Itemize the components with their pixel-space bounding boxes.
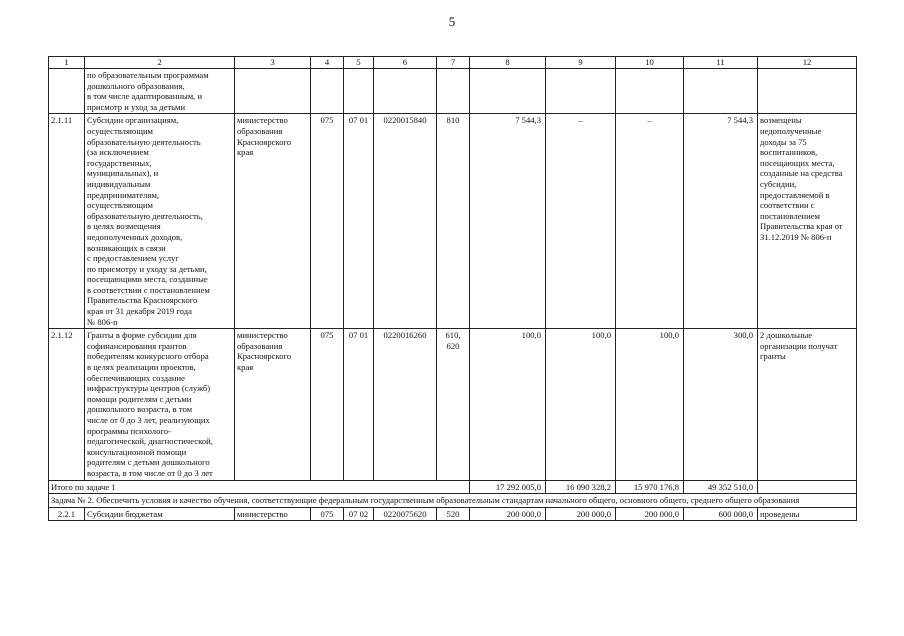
csr-cell: 0220016260	[374, 329, 437, 480]
rzpr-cell: 07 01	[344, 114, 374, 329]
column-number-header-row	[49, 57, 857, 69]
expected-result: 2 дошкольные организации получат гранты	[758, 329, 857, 480]
item-name: по образовательным программам дошкольного образования, в том числе адаптированным, и присмотр и уход за детьми	[85, 69, 235, 114]
col-number: 3	[235, 57, 311, 69]
total-value: 600 000,0	[684, 507, 758, 521]
item-number: 2.1.11	[49, 114, 85, 329]
grbs-cell: 075	[311, 507, 344, 521]
page-number: 5	[448, 14, 456, 29]
vr-cell: 610, 620	[437, 329, 470, 480]
table-row	[49, 69, 857, 114]
rzpr-cell: 07 02	[344, 507, 374, 521]
budget-table	[48, 56, 857, 521]
col-number: 5	[344, 57, 374, 69]
year2-value: –	[546, 114, 616, 329]
grbs-cell: 075	[311, 114, 344, 329]
year2-total: 16 090 328,2	[546, 480, 616, 494]
col-number: 1	[49, 57, 85, 69]
rzpr-cell: 07 01	[344, 329, 374, 480]
col-number: 2	[85, 57, 235, 69]
task-heading-row	[49, 494, 857, 508]
item-number: 2.1.12	[49, 329, 85, 480]
col-number: 7	[437, 57, 470, 69]
col-number: 11	[684, 57, 758, 69]
year2-value: 200 000,0	[546, 507, 616, 521]
year3-total: 15 970 176,8	[616, 480, 684, 494]
task-2-heading: Задача № 2. Обеспечить условия и качество обучения, соответствующие федеральным государственным образовательным стандартам начального общего, основного общего, среднего общего образования	[49, 494, 857, 508]
col-number: 10	[616, 57, 684, 69]
total-value: 300,0	[684, 329, 758, 480]
year3-value: –	[616, 114, 684, 329]
expected-result: проведены	[758, 507, 857, 521]
task-total-row	[49, 480, 857, 494]
item-name: Субсидии организациям, осуществляющим образовательную деятельность (за исключением государственных, муниципальных), и индивидуальным предпринимателям, осуществляющим образовательную деятельность, в целях возмещения недополученных доходов, возникающих в связи с предоставлением услуг по присмотру и уходу за детьми, посещающими места, созданные в соответствии с постановлением Правительства Красноярского края от 31 декабря 2019 года № 806-п	[85, 114, 235, 329]
year1-value: 7 544,3	[470, 114, 546, 329]
csr-cell: 0220015840	[374, 114, 437, 329]
year1-value: 200 000,0	[470, 507, 546, 521]
col-number: 9	[546, 57, 616, 69]
item-name: Гранты в форме субсидии для софинансирования грантов победителям конкурсного отбора в целях реализации проектов, обеспечивающих создание инфраструктуры центров (служб) помощи родителям с детьми дошкольного возраста, в том числе от 0 до 3 лет, реализующих программы психолого- педагогической, диагностической, консультационной помощи родителям с детьми дошкольного возраста, в том числе от 0 до 3 лет	[85, 329, 235, 480]
col-number: 6	[374, 57, 437, 69]
total-value: 7 544,3	[684, 114, 758, 329]
vr-cell: 520	[437, 507, 470, 521]
item-name: Субсидии бюджетам	[85, 507, 235, 521]
year3-value: 100,0	[616, 329, 684, 480]
ministry-cell: министерство образования Красноярского края	[235, 329, 311, 480]
col-number: 4	[311, 57, 344, 69]
table-row	[49, 507, 857, 521]
table-row	[49, 329, 857, 480]
ministry-cell: министерство	[235, 507, 311, 521]
grand-total: 49 352 510,0	[684, 480, 758, 494]
year3-value: 200 000,0	[616, 507, 684, 521]
year1-value: 100,0	[470, 329, 546, 480]
grbs-cell: 075	[311, 329, 344, 480]
csr-cell: 0220075620	[374, 507, 437, 521]
expected-result: возмещены недополученные доходы за 75 воспитанников, посещающих места, созданные на средства субсидии, предоставляемой в соответствии с постановлением Правительства края от 31.12.2019 № 806-п	[758, 114, 857, 329]
vr-cell: 810	[437, 114, 470, 329]
col-number: 12	[758, 57, 857, 69]
year1-total: 17 292 005,0	[470, 480, 546, 494]
ministry-cell: министерство образования Красноярского края	[235, 114, 311, 329]
table-row	[49, 114, 857, 329]
task-total-label: Итого по задаче 1	[49, 480, 470, 494]
year2-value: 100,0	[546, 329, 616, 480]
col-number: 8	[470, 57, 546, 69]
item-number: 2.2.1	[49, 507, 85, 521]
